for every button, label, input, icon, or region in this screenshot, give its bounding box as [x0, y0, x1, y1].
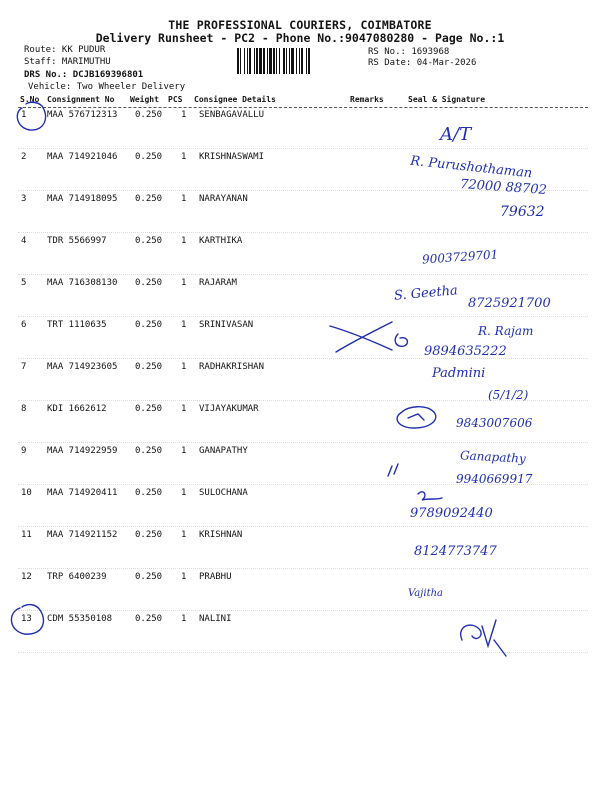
row-consignment: TDR 5566997 [47, 236, 107, 246]
row-weight: 0.250 [135, 362, 163, 372]
table-row [18, 236, 588, 278]
row-consignee: SULOCHANA [199, 488, 248, 498]
row-pcs: 1 [181, 278, 187, 288]
row-pcs: 1 [181, 530, 187, 540]
row-sno: 6 [21, 320, 27, 330]
handwritten-sig-3-phone: 79632 [500, 204, 545, 220]
row-weight: 0.250 [135, 152, 163, 162]
row-consignment: MAA 576712313 [47, 110, 118, 120]
doc-subtitle: Delivery Runsheet - PC2 - Phone No.:9047080280 - Page No.:1 [95, 31, 505, 45]
handwritten-sig-4-phone: 9003729701 [421, 247, 499, 267]
row-consignee: KRISHNASWAMI [199, 152, 265, 162]
row-consignee: NALINI [199, 614, 232, 624]
row-weight: 0.250 [135, 572, 163, 582]
route-label: Route: KK PUDUR [24, 45, 106, 55]
barcode [236, 48, 364, 74]
row-sno: 2 [21, 152, 27, 162]
table-row [18, 614, 588, 656]
row-pcs: 1 [181, 404, 187, 414]
row-sno: 9 [21, 446, 27, 456]
handwritten-sig-11-phone: 8124773747 [414, 544, 497, 559]
row-consignee: SENBAGAVALLU [199, 110, 265, 120]
row-weight: 0.250 [135, 194, 163, 204]
handwritten-sig-6-name: R. Rajam [478, 324, 534, 338]
row-weight: 0.250 [135, 404, 163, 414]
row-sno: 5 [21, 278, 27, 288]
row-sno: 4 [21, 236, 27, 246]
row-pcs: 1 [181, 614, 187, 624]
row-pcs: 1 [181, 152, 187, 162]
row-consignment: TRP 6400239 [47, 572, 107, 582]
row-pcs: 1 [181, 236, 187, 246]
row-consignee: RAJARAM [199, 278, 237, 288]
row-consignment: MAA 714921152 [47, 530, 118, 540]
row-consignee: KRISHNAN [199, 530, 243, 540]
row-consignee: SRINIVASAN [199, 320, 254, 330]
row-weight: 0.250 [135, 236, 163, 246]
row-consignee: NARAYANAN [199, 194, 248, 204]
handwritten-sig-5-name: S. Geetha [393, 283, 459, 304]
table-header [18, 95, 588, 108]
handwritten-sig-9-phone: 9940669917 [456, 472, 533, 486]
handwritten-sig-2-phone: 72000 88702 [459, 176, 548, 199]
row-pcs: 1 [181, 446, 187, 456]
handwritten-sig-5-phone: 8725921700 [468, 296, 551, 311]
row-weight: 0.250 [135, 446, 163, 456]
row-consignee: VIJAYAKUMAR [199, 404, 259, 414]
row-pcs: 1 [181, 194, 187, 204]
handwritten-sig-9-name: Ganapathy [459, 448, 527, 466]
doc-title: THE PROFESSIONAL COURIERS, COIMBATORE [168, 18, 432, 32]
row-consignment: MAA 714921046 [47, 152, 118, 162]
row-pcs: 1 [181, 110, 187, 120]
row-sno: 10 [21, 488, 32, 498]
handwritten-sig-8-phone: 9843007606 [456, 416, 533, 430]
row-weight: 0.250 [135, 614, 163, 624]
row-pcs: 1 [181, 362, 187, 372]
row-consignment: KDI 1662612 [47, 404, 107, 414]
row-consignee: RADHAKRISHAN [199, 362, 265, 372]
handwritten-sig-2-name: R. Purushothaman [409, 153, 533, 182]
handwritten-sig-12-name: Vajitha [408, 588, 443, 599]
row-consignment: MAA 714923605 [47, 362, 118, 372]
col-seal: Seal & Signature [408, 95, 486, 104]
row-sno: 13 [21, 614, 32, 624]
row-consignee: GANAPATHY [199, 446, 248, 456]
col-remarks: Remarks [350, 95, 384, 104]
row-consignment: TRT 1110635 [47, 320, 107, 330]
row-sno: 3 [21, 194, 27, 204]
col-pcs: PCS [168, 95, 183, 104]
table-row [18, 572, 588, 614]
vehicle-label: Vehicle: Two Wheeler Delivery [28, 82, 186, 92]
row-sno: 1 [21, 110, 27, 120]
row-pcs: 1 [181, 320, 187, 330]
row-consignment: MAA 714918095 [47, 194, 118, 204]
handwritten-sig-7-name: Padmini [432, 366, 486, 381]
table-row [18, 110, 588, 152]
rs-date: RS Date: 04-Mar-2026 [368, 58, 477, 68]
handwritten-sig-7-date: (5/1/2) [488, 388, 529, 402]
row-consignment: MAA 714922959 [47, 446, 118, 456]
row-sno: 12 [21, 572, 32, 582]
col-consignee: Consignee Details [194, 95, 276, 104]
row-pcs: 1 [181, 488, 187, 498]
rs-number: RS No.: 1693968 [368, 47, 450, 57]
table-row [18, 488, 588, 530]
handwritten-sig-10-phone: 9789092440 [410, 506, 493, 521]
row-weight: 0.250 [135, 278, 163, 288]
row-sno: 7 [21, 362, 27, 372]
col-weight: Weight [130, 95, 159, 104]
row-sno: 8 [21, 404, 27, 414]
row-pcs: 1 [181, 572, 187, 582]
table-row [18, 530, 588, 572]
staff-label: Staff: MARIMUTHU [24, 57, 111, 67]
col-consignment: Consignment No [47, 95, 115, 104]
drs-number: DRS No.: DCJB169396801 [24, 70, 144, 80]
row-consignment: MAA 714920411 [47, 488, 118, 498]
handwritten-sig-1: A/T [440, 124, 472, 145]
handwritten-sig-6-phone: 9894635222 [424, 344, 507, 359]
row-weight: 0.250 [135, 488, 163, 498]
row-consignee: KARTHIKA [199, 236, 243, 246]
row-sno: 11 [21, 530, 32, 540]
row-weight: 0.250 [135, 320, 163, 330]
row-consignment: CDM 55350108 [47, 614, 113, 624]
col-sno: S.No [20, 95, 40, 104]
row-weight: 0.250 [135, 110, 163, 120]
row-consignee: PRABHU [199, 572, 232, 582]
row-weight: 0.250 [135, 530, 163, 540]
row-consignment: MAA 716308130 [47, 278, 118, 288]
